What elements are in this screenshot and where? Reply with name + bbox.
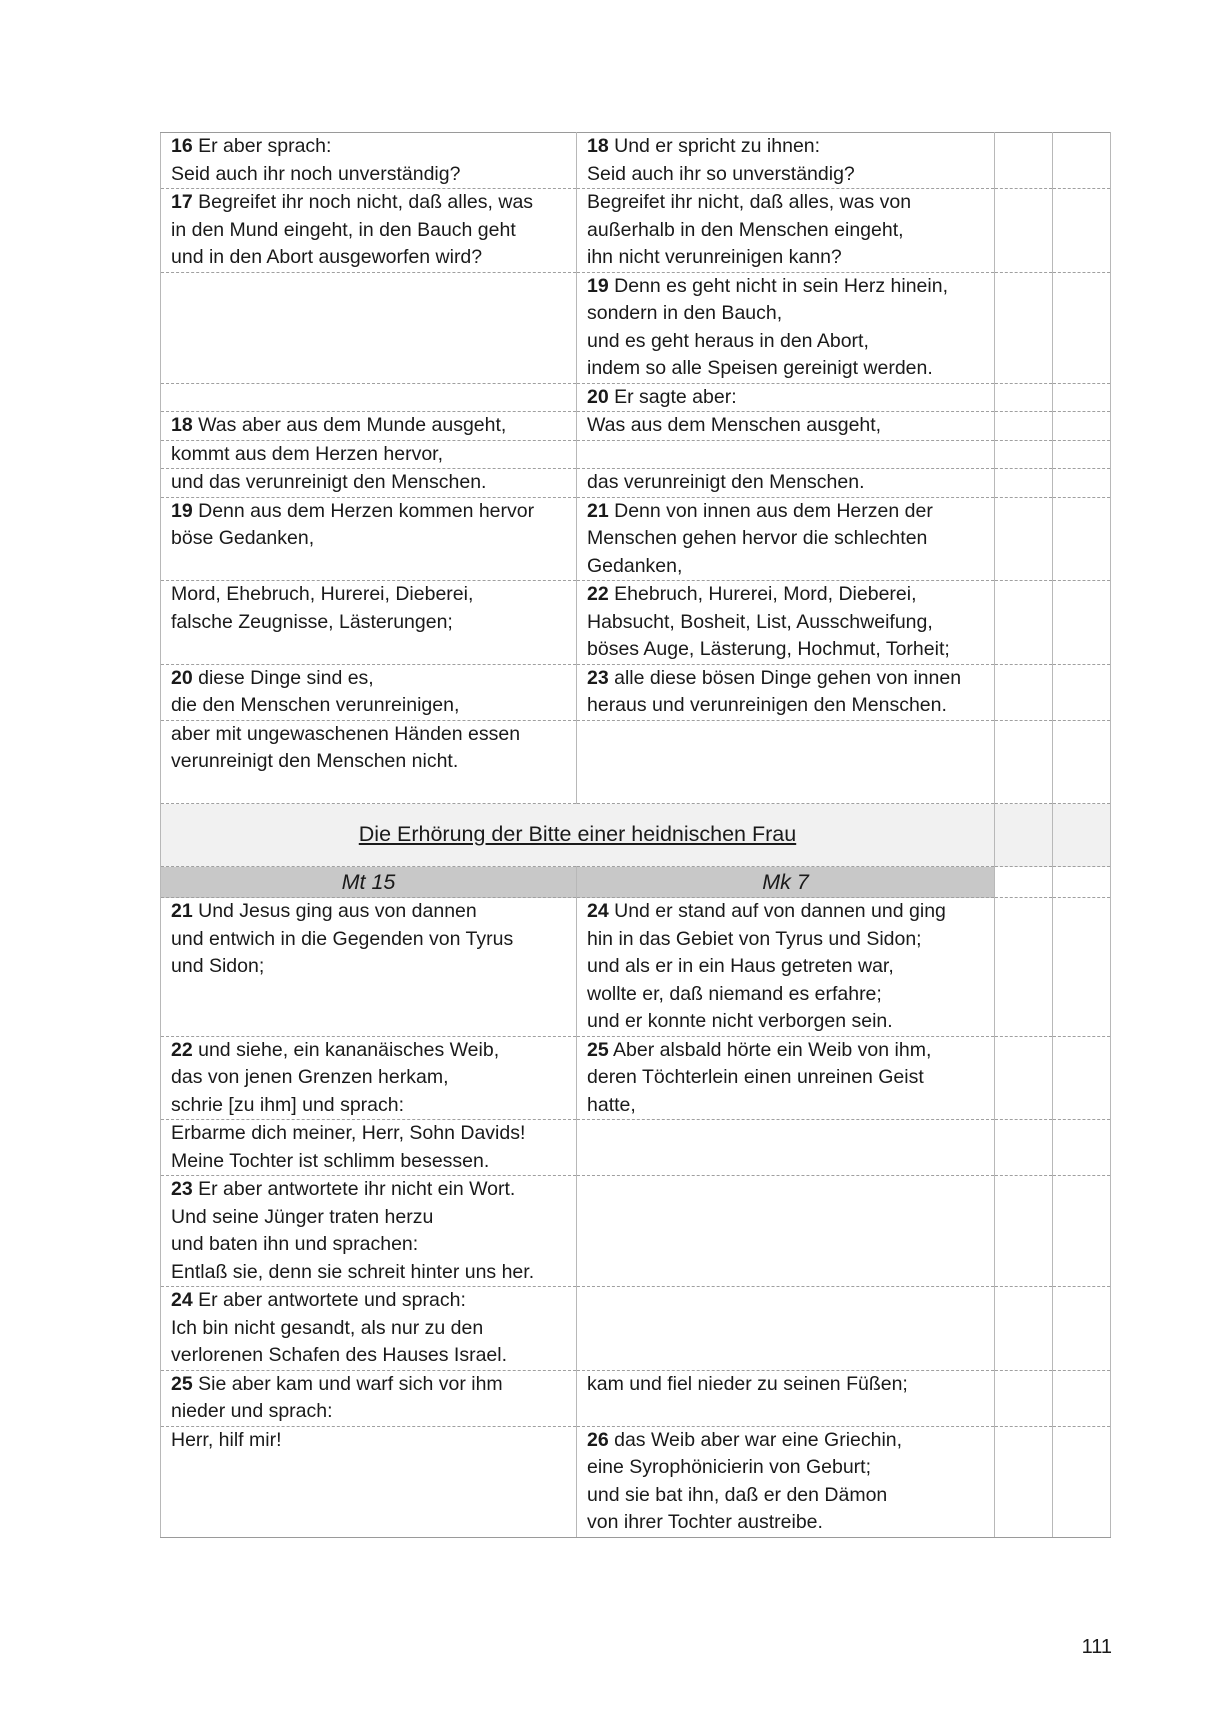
matthew-cell: [161, 440, 577, 469]
table-row: [161, 383, 1111, 412]
text-line: [587, 581, 984, 609]
table-row: [161, 1426, 1111, 1537]
extra-cell: [995, 581, 1053, 665]
verse-text: Und er stand auf von dannen und ging: [608, 900, 946, 922]
verse-text: und als er in ein Haus getreten war,: [587, 955, 894, 977]
verse-text: verlorenen Schafen des Hauses Israel.: [171, 1344, 508, 1366]
verse-text: wollte er, daß niemand es erfahre;: [587, 982, 882, 1005]
verse-text: deren Töchterlein einen unreinen Geist: [587, 1066, 924, 1088]
text-line: [171, 692, 566, 720]
extra-cell: [1053, 1426, 1111, 1537]
verse-text: das Weib aber war eine Griechin,: [608, 1428, 903, 1451]
extra-cell: [1053, 664, 1111, 720]
matthew-cell: [161, 497, 577, 581]
table-row: [161, 412, 1111, 441]
verse-text: böse Gedanken,: [171, 527, 315, 549]
extra-cell: [995, 664, 1053, 720]
extra-cell: [995, 497, 1053, 581]
table-row: [161, 664, 1111, 720]
text-line: [171, 581, 566, 609]
verse-text: Er aber antwortete ihr nicht ein Wort.: [192, 1178, 516, 1200]
text-line: [171, 498, 566, 526]
verse-text: und entwich in die Gegenden von Tyrus: [171, 927, 514, 950]
text-line: [587, 244, 984, 272]
verse-text: und baten ihn und sprachen:: [171, 1233, 419, 1255]
extra-cell: [995, 272, 1053, 383]
verse-text: Menschen gehen hervor die schlechten: [587, 527, 928, 549]
verse-text: Sie aber kam und warf sich vor ihm: [192, 1372, 503, 1395]
verse-text: Er sagte aber:: [608, 385, 737, 408]
matthew-cell: [161, 1287, 577, 1371]
mark-cell: [577, 383, 995, 412]
verse-text: kommt aus dem Herzen hervor,: [171, 442, 444, 465]
text-line: [587, 1371, 984, 1399]
extra-cell: [995, 133, 1053, 189]
text-line: [587, 525, 984, 553]
verse-text: Herr, hilf mir!: [171, 1428, 282, 1451]
text-line: [171, 1371, 566, 1399]
extra-cell: [1053, 412, 1111, 441]
text-line: [587, 926, 984, 954]
extra-cell: [1053, 1176, 1111, 1287]
page-number: 111: [1081, 1636, 1112, 1658]
extra-cell: [995, 867, 1053, 898]
text-line: [587, 469, 984, 497]
extra-cell: [995, 804, 1053, 867]
matthew-cell: [161, 1176, 577, 1287]
mark-cell: [577, 720, 995, 804]
verse-number: 17: [171, 191, 193, 213]
matthew-cell: [161, 1426, 577, 1537]
matthew-cell: [161, 133, 577, 189]
mark-cell: [577, 1176, 995, 1287]
verse-text: Mord, Ehebruch, Hurerei, Dieberei,: [171, 583, 474, 605]
synopsis-table: [160, 132, 1111, 1538]
section-title-cell: [161, 804, 995, 867]
extra-cell: [1053, 1370, 1111, 1426]
mark-cell: [577, 581, 995, 665]
text-line: [587, 217, 984, 245]
mark-cell: [577, 664, 995, 720]
verse-text: Gedanken,: [587, 554, 683, 577]
text-line: [587, 1037, 984, 1065]
section-header: [161, 804, 1111, 898]
matthew-cell: [161, 469, 577, 498]
mark-cell: [577, 1120, 995, 1176]
extra-cell: [1053, 383, 1111, 412]
extra-cell: [995, 1036, 1053, 1120]
matthew-cell: [161, 1036, 577, 1120]
text-line: [171, 898, 566, 926]
verse-text: Ich bin nicht gesandt, als nur zu den: [171, 1316, 484, 1339]
verse-text: Er aber antwortete und sprach:: [192, 1289, 466, 1311]
extra-cell: [1053, 272, 1111, 383]
mark-cell: [577, 1426, 995, 1537]
verse-text: das von jenen Grenzen herkam,: [171, 1066, 449, 1088]
extra-cell: [995, 189, 1053, 273]
text-line: [171, 161, 566, 189]
text-line: [587, 133, 984, 161]
text-line: [171, 1092, 566, 1120]
matthew-cell: [161, 1120, 577, 1176]
verse-text: Ehebruch, Hurerei, Mord, Dieberei,: [608, 583, 917, 605]
text-line: [587, 1482, 984, 1510]
verse-text: und sie bat ihn, daß er den Dämon: [587, 1483, 888, 1506]
mark-cell: [577, 1370, 995, 1426]
extra-cell: [995, 412, 1053, 441]
text-line: [171, 217, 566, 245]
text-line: [171, 1398, 566, 1426]
matthew-cell: [161, 189, 577, 273]
text-line: [587, 553, 984, 581]
verse-text: hatte,: [587, 1093, 636, 1116]
text-line: [171, 721, 566, 749]
extra-cell: [1053, 720, 1111, 804]
text-line: [171, 1204, 566, 1232]
text-line: [587, 636, 984, 664]
text-line: [171, 1259, 566, 1287]
verse-text: Begreifet ihr noch nicht, daß alles, was: [192, 191, 534, 213]
verse-text: indem so alle Speisen gereinigt werden.: [587, 357, 933, 379]
text-line: [587, 498, 984, 526]
extra-cell: [1053, 469, 1111, 498]
verse-text: das verunreinigt den Menschen.: [587, 471, 865, 493]
text-line: [171, 609, 566, 637]
verse-number: 18: [171, 414, 193, 436]
verse-text: Seid auch ihr noch unverständig?: [171, 162, 461, 185]
extra-cell: [1053, 1287, 1111, 1371]
text-line: [587, 328, 984, 356]
matthew-cell: [161, 272, 577, 383]
matthew-cell: [161, 581, 577, 665]
text-line: [587, 665, 984, 693]
extra-cell: [1053, 440, 1111, 469]
verse-number: 26: [587, 1428, 609, 1451]
verse-text: aber mit ungewaschenen Händen essen: [171, 722, 521, 745]
table-row: [161, 1370, 1111, 1426]
text-line: [587, 609, 984, 637]
table-row: [161, 469, 1111, 498]
verse-text: sondern in den Bauch,: [587, 302, 783, 324]
table-row: [161, 898, 1111, 1037]
verse-text: hin in das Gebiet von Tyrus und Sidon;: [587, 927, 922, 950]
text-line: [587, 384, 984, 412]
text-line: [171, 189, 566, 217]
verse-number: 22: [171, 1038, 193, 1061]
verse-text: Und er spricht zu ihnen:: [608, 135, 821, 157]
matthew-cell: [161, 664, 577, 720]
verse-text: Aber alsbald hörte ein Weib von ihm,: [608, 1038, 932, 1061]
extra-cell: [995, 1426, 1053, 1537]
matthew-cell: [161, 383, 577, 412]
verse-text: außerhalb in den Menschen eingeht,: [587, 218, 904, 241]
mark-cell: [577, 898, 995, 1037]
extra-cell: [995, 1120, 1053, 1176]
table-row: [161, 1287, 1111, 1371]
table-row: [161, 581, 1111, 665]
extra-cell: [1053, 867, 1111, 898]
text-line: [171, 1315, 566, 1343]
verse-number: 24: [171, 1289, 193, 1311]
table-row: [161, 497, 1111, 581]
table-row: [161, 1120, 1111, 1176]
text-line: [587, 189, 984, 217]
table-row: [161, 440, 1111, 469]
text-line: [587, 355, 984, 383]
verse-number: 21: [587, 499, 609, 522]
verse-text: nieder und sprach:: [171, 1400, 333, 1422]
synopsis-rows-top: [161, 133, 1111, 804]
text-line: [171, 665, 566, 693]
table-row: [161, 272, 1111, 383]
matthew-cell: [161, 1370, 577, 1426]
verse-text: Denn von innen aus dem Herzen der: [608, 499, 933, 522]
mark-cell: [577, 189, 995, 273]
table-row: [161, 1176, 1111, 1287]
mark-cell: [577, 272, 995, 383]
text-line: [587, 412, 984, 440]
extra-cell: [995, 1287, 1053, 1371]
text-line: [171, 525, 566, 553]
table-row: [161, 1036, 1111, 1120]
text-line: [587, 692, 984, 720]
text-line: [171, 1231, 566, 1259]
verse-number: 19: [171, 499, 193, 522]
verse-text: diese Dinge sind es,: [192, 666, 374, 689]
column-header-mt: Mt 15: [161, 867, 577, 898]
verse-text: Entlaß sie, denn sie schreit hinter uns her.: [171, 1260, 535, 1283]
verse-number: 25: [587, 1038, 609, 1061]
verse-number: 23: [587, 666, 609, 689]
verse-number: 21: [171, 900, 193, 922]
verse-text: Was aus dem Menschen ausgeht,: [587, 414, 882, 436]
mark-cell: [577, 469, 995, 498]
verse-text: kam und fiel nieder zu seinen Füßen;: [587, 1372, 908, 1395]
text-line: [587, 953, 984, 981]
extra-cell: [1053, 497, 1111, 581]
text-line: [171, 926, 566, 954]
verse-text: alle diese bösen Dinge gehen von innen: [608, 666, 962, 689]
text-line: [587, 300, 984, 328]
extra-cell: [995, 1176, 1053, 1287]
verse-number: 22: [587, 583, 609, 605]
verse-text: Seid auch ihr so unverständig?: [587, 162, 855, 185]
verse-text: Habsucht, Bosheit, List, Ausschweifung,: [587, 610, 933, 633]
text-line: [171, 1287, 566, 1315]
matthew-cell: [161, 720, 577, 804]
verse-number: 24: [587, 900, 609, 922]
extra-cell: [995, 469, 1053, 498]
extra-cell: [1053, 804, 1111, 867]
text-line: [171, 469, 566, 497]
text-line: [587, 1064, 984, 1092]
verse-text: Erbarme dich meiner, Herr, Sohn Davids!: [171, 1122, 526, 1144]
extra-cell: [995, 440, 1053, 469]
matthew-cell: [161, 898, 577, 1037]
verse-text: schrie [zu ihm] und sprach:: [171, 1093, 405, 1116]
extra-cell: [995, 720, 1053, 804]
verse-text: ihn nicht verunreinigen kann?: [587, 246, 842, 268]
extra-cell: [1053, 1036, 1111, 1120]
verse-text: Denn aus dem Herzen kommen hervor: [192, 499, 535, 522]
text-line: [171, 776, 566, 804]
mark-cell: [577, 412, 995, 441]
mark-cell: [577, 133, 995, 189]
extra-cell: [1053, 898, 1111, 1037]
extra-cell: [995, 383, 1053, 412]
extra-cell: [995, 1370, 1053, 1426]
text-line: [171, 412, 566, 440]
text-line: [587, 1092, 984, 1120]
mark-cell: [577, 497, 995, 581]
text-line: [587, 1509, 984, 1537]
text-line: [171, 748, 566, 776]
extra-cell: [1053, 133, 1111, 189]
text-line: [171, 1148, 566, 1176]
verse-text: eine Syrophönicierin von Geburt;: [587, 1456, 871, 1478]
verse-text: und er konnte nicht verborgen sein.: [587, 1010, 893, 1032]
mark-cell: [577, 1287, 995, 1371]
table-row: [161, 189, 1111, 273]
verse-text: falsche Zeugnisse, Lästerungen;: [171, 610, 453, 633]
verse-text: die den Menschen verunreinigen,: [171, 694, 460, 716]
verse-text: Denn es geht nicht in sein Herz hinein,: [608, 274, 948, 297]
text-line: [171, 1176, 566, 1204]
verse-number: 16: [171, 135, 193, 157]
text-line: [171, 441, 566, 469]
extra-cell: [1053, 1120, 1111, 1176]
verse-number: 25: [171, 1372, 193, 1395]
verse-text: Begreifet ihr nicht, daß alles, was von: [587, 191, 912, 213]
verse-number: 23: [171, 1178, 193, 1200]
text-line: [587, 1454, 984, 1482]
verse-text: heraus und verunreinigen den Menschen.: [587, 694, 947, 716]
table-row: [161, 133, 1111, 189]
verse-number: 19: [587, 274, 609, 297]
extra-cell: [1053, 581, 1111, 665]
verse-text: und in den Abort ausgeworfen wird?: [171, 246, 483, 268]
mark-cell: [577, 1036, 995, 1120]
text-line: [587, 898, 984, 926]
verse-number: 20: [171, 666, 193, 689]
verse-text: von ihrer Tochter austreibe.: [587, 1511, 823, 1533]
text-line: [587, 1008, 984, 1036]
table-row: [161, 720, 1111, 804]
verse-text: böses Auge, Lästerung, Hochmut, Torheit;: [587, 638, 950, 660]
verse-text: Und seine Jünger traten herzu: [171, 1205, 434, 1228]
extra-cell: [1053, 189, 1111, 273]
text-line: [171, 1037, 566, 1065]
text-line: [171, 133, 566, 161]
text-line: [587, 161, 984, 189]
verse-text: Was aber aus dem Munde ausgeht,: [192, 414, 507, 436]
extra-cell: [995, 898, 1053, 1037]
mark-cell: [577, 440, 995, 469]
text-line: [587, 1427, 984, 1455]
text-line: [171, 1120, 566, 1148]
verse-text: Er aber sprach:: [192, 135, 332, 157]
column-header-mk: Mk 7: [577, 867, 995, 898]
verse-number: 18: [587, 135, 609, 157]
text-line: [171, 244, 566, 272]
verse-text: verunreinigt den Menschen nicht.: [171, 750, 459, 772]
synopsis-rows-bottom: [161, 898, 1111, 1538]
text-line: [587, 981, 984, 1009]
verse-text: und es geht heraus in den Abort,: [587, 329, 869, 352]
verse-text: und das verunreinigt den Menschen.: [171, 471, 487, 493]
verse-text: in den Mund eingeht, in den Bauch geht: [171, 218, 516, 241]
section-title: Die Erhörung der Bitte einer heidnischen Frau: [358, 821, 797, 846]
verse-text: und siehe, ein kananäisches Weib,: [192, 1038, 500, 1061]
text-line: [171, 1064, 566, 1092]
verse-text: Und Jesus ging aus von dannen: [192, 900, 477, 922]
text-line: [587, 273, 984, 301]
matthew-cell: [161, 412, 577, 441]
text-line: [171, 1427, 566, 1455]
text-line: [171, 953, 566, 981]
verse-text: Meine Tochter ist schlimm besessen.: [171, 1149, 490, 1172]
text-line: [171, 1342, 566, 1370]
verse-text: und Sidon;: [171, 955, 265, 977]
verse-number: 20: [587, 385, 609, 408]
